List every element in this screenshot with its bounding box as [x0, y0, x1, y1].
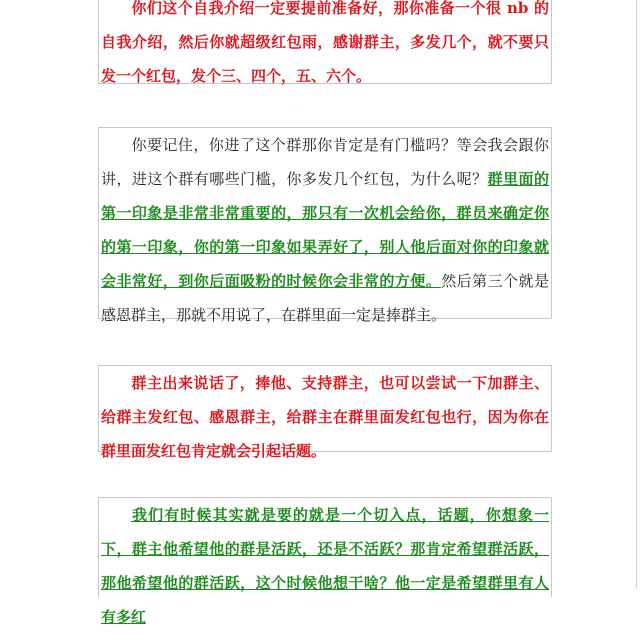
- paragraph-block-3: [98, 365, 552, 460]
- body-text: 你要记住，你进了这个群那你肯定是有门槛吗？等会我会跟你讲，进这个群有哪些门槛，你多发几个红包，为什么呢？: [101, 136, 549, 188]
- paragraph-text: [101, 128, 549, 332]
- paragraph-text: [101, 498, 549, 634]
- paragraph-text: [101, 366, 549, 468]
- paragraph-block-4: [98, 497, 552, 626]
- body-text: 然后第三个就是感恩群主，那就不用说了，在群里面一定是捧群主。: [101, 272, 549, 324]
- red-bold-text: 群主出来说话了，捧他、支持群主，也可以尝试一下加群主、给群主发红包、感恩群主，给群主在群里面发红包也行，因为你在群里面发红包肯定就会引起话题。: [101, 374, 549, 460]
- red-bold-text: 你们这个自我介绍一定要提前准备好，那你准备一个很 nb 的自我介绍，然后你就超级红包雨，感谢群主，多发几个，就不要只发一个红包，发个三、四个，五、六个。: [101, 0, 549, 85]
- paragraph-block-2: [98, 127, 552, 324]
- paragraph-block-1: [98, 0, 552, 84]
- page-edge-divider: [636, 0, 637, 588]
- green-underlined-text: 群里面的第一印象是非常非常重要的，那只有一次机会给你，群员来确定你的第一印象，你的第一印象如果弄好了，别人他后面对你的印象就会非常好，到你后面吸粉的时候你会非常的方便。: [101, 170, 549, 290]
- paragraph-text: [101, 0, 549, 93]
- green-underlined-text: 我们有时候其实就是要的就是一个切入点，话题，你想象一下，群主他希望他的群是活跃，还是不活跃？那肯定希望群活跃，那他希望他的群活跃，这个时候他想干啥？他一定是希望群里有人有多红: [101, 506, 549, 626]
